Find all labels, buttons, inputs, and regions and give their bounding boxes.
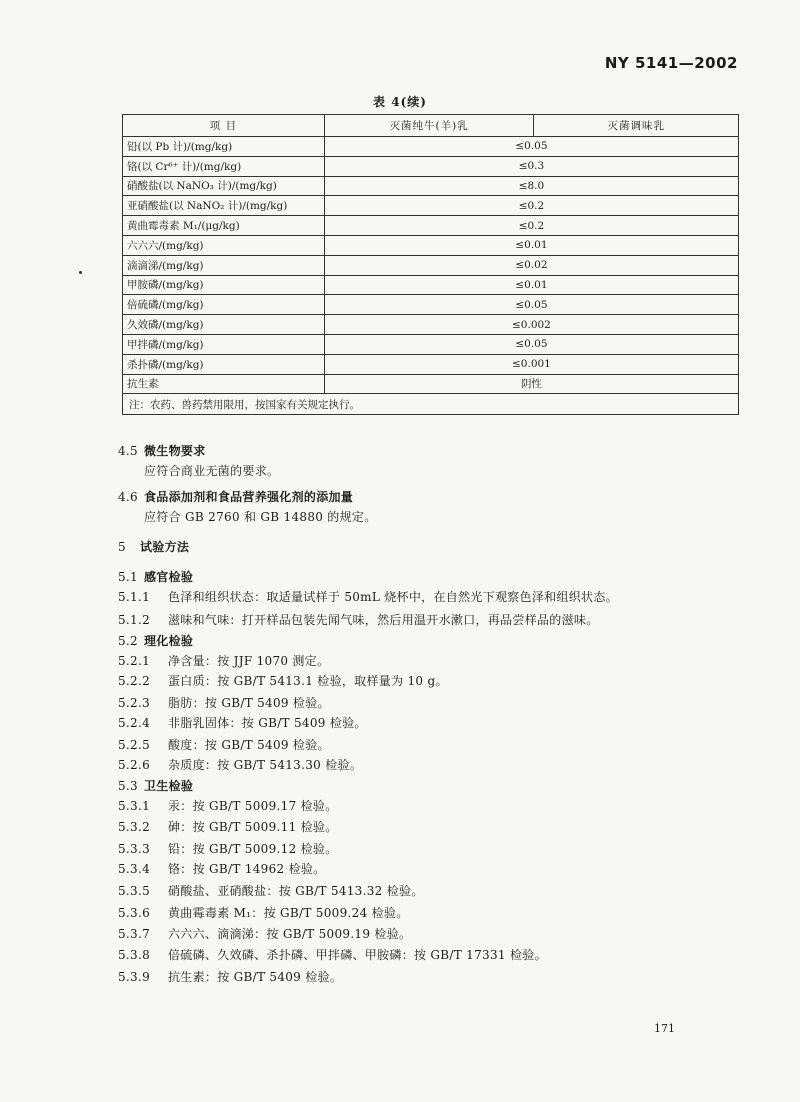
section-text [118,860,325,877]
section-number: 5.2.6 [118,758,151,772]
section-number: 5.2.5 [118,738,151,752]
row-item: 硝酸盐(以 NaNO₃ 计)/(mg/kg) [123,176,325,196]
header-pure-milk: 灭菌纯牛(羊)乳 [324,115,534,137]
row-item: 六六六/(mg/kg) [123,235,325,255]
section-text [118,840,338,857]
table-header-row [123,115,739,137]
row-value: ≤0.2 [324,196,738,216]
row-value: ≤0.05 [324,137,738,157]
heading-text: 试验方法 [140,540,190,554]
heading-text: 感官检验 [144,570,194,584]
row-value: ≤0.2 [324,216,738,236]
table-row [123,315,739,335]
section-text [118,968,342,985]
section-text [118,904,409,921]
section-text [118,714,367,731]
speck-mark [79,271,82,274]
section-heading [118,442,206,459]
section-number: 5.2 [118,634,138,648]
table-row [123,374,739,394]
clause-text: 铬：按 GB/T 14962 检验。 [168,862,326,876]
clause-text: 六六六、滴滴涕：按 GB/T 5009.19 检验。 [168,927,412,941]
section-number: 5.3.2 [118,820,151,834]
section-number: 5 [118,540,126,554]
section-text [118,694,330,711]
table-row [123,137,739,157]
row-value: ≤0.001 [324,354,738,374]
row-value: ≤0.01 [324,275,738,295]
heading-text: 理化检验 [144,634,194,648]
row-value: ≤0.05 [324,295,738,315]
standard-number: NY 5141—2002 [604,54,738,72]
clause-text: 净含量：按 JJF 1070 测定。 [168,654,330,668]
table-row [123,235,739,255]
row-item: 甲拌磷/(mg/kg) [123,334,325,354]
row-value: ≤0.01 [324,235,738,255]
table-caption: 表 4(续) [373,95,427,109]
table-note: 注：农药、兽药禁用限用，按国家有关规定执行。 [123,394,739,415]
section-number: 5.3.7 [118,927,151,941]
section-heading [118,632,193,649]
clause-text: 硝酸盐、亚硝酸盐：按 GB/T 5413.32 检验。 [168,884,424,898]
section-number: 5.1.1 [118,590,151,604]
heading-text: 食品添加剂和食品营养强化剂的添加量 [144,490,354,504]
section-number: 5.2.1 [118,654,151,668]
section-number: 5.3 [118,779,138,793]
section-heading [118,488,353,505]
section-heading [118,777,193,794]
section-text [144,462,279,479]
row-value: ≤0.05 [324,334,738,354]
section-text [118,797,338,814]
clause-text: 砷：按 GB/T 5009.11 检验。 [168,820,338,834]
row-item: 滴滴涕/(mg/kg) [123,255,325,275]
clause-text: 酸度：按 GB/T 5409 检验。 [168,738,330,752]
table-row [123,354,739,374]
section-heading [118,538,189,555]
table-row [123,216,739,236]
clause-text: 应符合 GB 2760 和 GB 14880 的规定。 [144,510,377,524]
row-value: ≤8.0 [324,176,738,196]
row-item: 铅(以 Pb 计)/(mg/kg) [123,137,325,157]
section-text [118,652,329,669]
row-value: ≤0.002 [324,315,738,335]
section-number: 5.2.3 [118,696,151,710]
section-number: 5.3.6 [118,906,151,920]
table-row [123,156,739,176]
section-text [118,588,618,605]
section-number: 4.5 [118,444,138,458]
clause-text: 杂质度：按 GB/T 5413.30 检验。 [168,758,363,772]
row-value: ≤0.3 [324,156,738,176]
table-row [123,176,739,196]
section-number: 5.2.2 [118,674,151,688]
clause-text: 应符合商业无菌的要求。 [144,464,280,478]
page-number: 171 [654,1022,675,1035]
section-number: 5.3.9 [118,970,151,984]
section-number: 4.6 [118,490,138,504]
section-heading [118,568,193,585]
clause-text: 黄曲霉毒素 M₁：按 GB/T 5009.24 检验。 [168,906,409,920]
section-number: 5.3.3 [118,842,151,856]
header-flavored-milk: 灭菌调味乳 [534,115,739,137]
section-number: 5.3.4 [118,862,151,876]
section-text [118,882,424,899]
row-value: 阴性 [324,374,738,394]
section-number: 5.3.5 [118,884,151,898]
section-number: 5.3.1 [118,799,151,813]
clause-text: 非脂乳固体：按 GB/T 5409 检验。 [168,716,367,730]
clause-text: 抗生素：按 GB/T 5409 检验。 [168,970,343,984]
clause-text: 倍硫磷、久效磷、杀扑磷、甲拌磷、甲胺磷：按 GB/T 17331 检验。 [168,948,547,962]
section-text [118,818,338,835]
row-item: 亚硝酸盐(以 NaNO₂ 计)/(mg/kg) [123,196,325,216]
section-text [118,736,330,753]
table-row [123,295,739,315]
clause-text: 汞：按 GB/T 5009.17 检验。 [168,799,338,813]
header-item: 项 目 [123,115,325,137]
row-item: 杀扑磷/(mg/kg) [123,354,325,374]
section-number: 5.2.4 [118,716,151,730]
table-row [123,275,739,295]
spec-table [122,114,739,415]
row-value: ≤0.02 [324,255,738,275]
section-text [118,925,411,942]
heading-text: 微生物要求 [144,444,206,458]
row-item: 甲胺磷/(mg/kg) [123,275,325,295]
section-text [118,611,599,628]
section-text [118,946,547,963]
section-text [118,672,448,689]
row-item: 黄曲霉毒素 M₁/(μg/kg) [123,216,325,236]
row-item: 倍硫磷/(mg/kg) [123,295,325,315]
heading-text: 卫生检验 [144,779,194,793]
clause-text: 滋味和气味：打开样品包装先闻气味，然后用温开水漱口，再品尝样品的滋味。 [168,613,599,627]
section-text [144,508,377,525]
table-row [123,196,739,216]
table-note-row [123,394,739,415]
table-row [123,334,739,354]
clause-text: 铅：按 GB/T 5009.12 检验。 [168,842,338,856]
row-item: 抗生素 [123,374,325,394]
row-item: 铬(以 Cr⁶⁺ 计)/(mg/kg) [123,156,325,176]
section-number: 5.3.8 [118,948,151,962]
row-item: 久效磷/(mg/kg) [123,315,325,335]
section-number: 5.1 [118,570,138,584]
section-text [118,756,362,773]
clause-text: 脂肪：按 GB/T 5409 检验。 [168,696,330,710]
table-row [123,255,739,275]
section-number: 5.1.2 [118,613,151,627]
clause-text: 蛋白质：按 GB/T 5413.1 检验，取样量为 10 g。 [168,674,448,688]
clause-text: 色泽和组织状态：取适量试样于 50mL 烧杯中，在自然光下观察色泽和组织状态。 [168,590,618,604]
